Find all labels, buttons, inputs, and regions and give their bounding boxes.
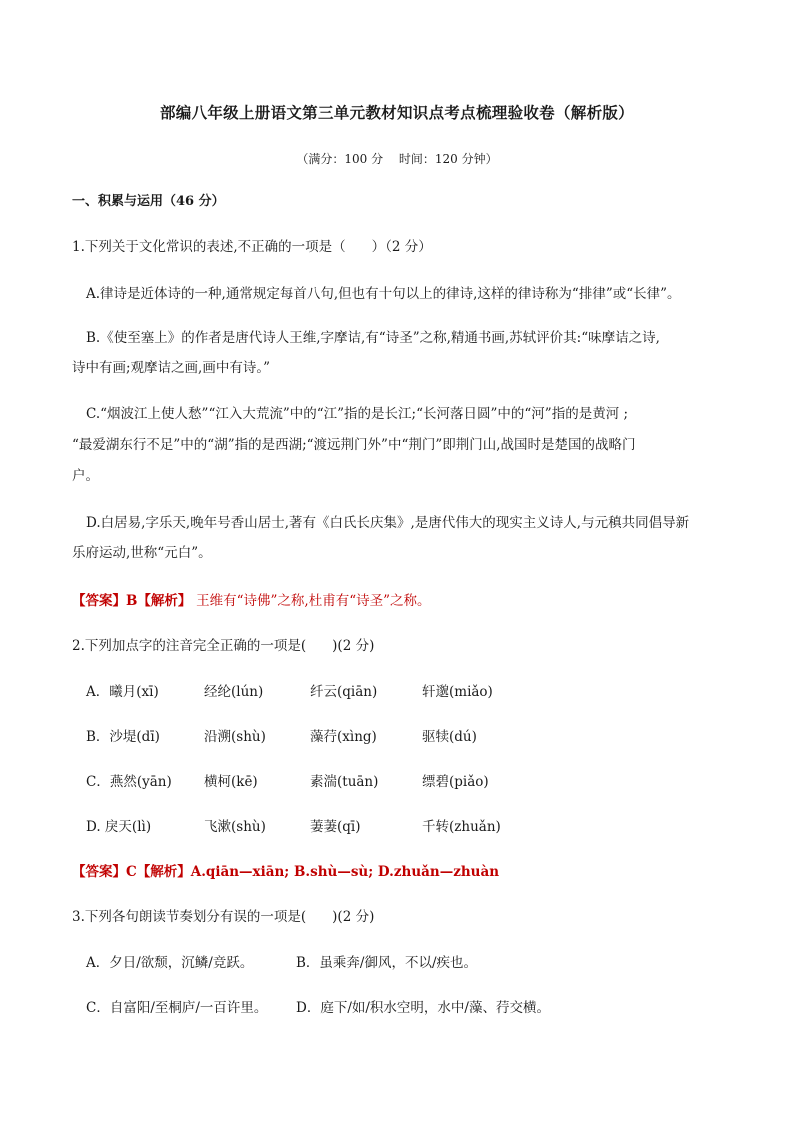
exam-meta — [0, 150, 794, 167]
answer-text: 王维有“诗佛”之称,杜甫有“诗圣”之称。 — [196, 593, 431, 609]
question-1-option-c-line2: “最爱湖东行不足”中的“湖”指的是西湖;“渡远荆门外”中“荆门”即荆门山,战国时是楚国的战略门 — [72, 437, 636, 453]
exam-time: 时间：120 分钟） — [398, 152, 498, 166]
question-1-option-c-line1: C.“烟波江上使人愁”“江入大荒流”中的“江”指的是长江;“长河落日圆”中的“河”指的是黄河 ; — [86, 406, 629, 422]
question-3-stem — [72, 907, 374, 927]
option-cell: 纤云(qiān) — [310, 684, 378, 700]
question-3-stem-b: )(2 分) — [332, 909, 375, 925]
option-cell: 轩邈(miǎo) — [422, 684, 493, 700]
question-2-stem-b: )(2 分) — [332, 638, 375, 654]
option-cell: C．燕然(yān) — [86, 774, 172, 790]
question-3-stem-a: 3.下列各句朗读节奏划分有误的一项是( — [72, 909, 307, 925]
question-1-option-b-line2: 诗中有画;观摩诘之画,画中有诗。” — [72, 360, 270, 376]
answer-text: A.qiān—xiān; B.shù—sù; D.zhuǎn—zhuàn — [190, 864, 500, 880]
question-1-option-d-line2: 乐府运动,世称“元白”。 — [72, 545, 212, 561]
question-2-answer — [72, 862, 499, 882]
option-cell: 经纶(lún) — [204, 684, 264, 700]
question-1-option-d-line1: D.白居易,字乐天,晚年号香山居士,著有《白氏长庆集》,是唐代伟大的现实主义诗人,与元稹共同倡导新 — [86, 515, 690, 531]
question-1-stem-b: ）（2 分） — [371, 239, 432, 255]
question-3-option-b: B．虽乘奔/御风，不以/疾也。 — [296, 955, 478, 971]
option-cell: 飞漱(shù) — [204, 819, 266, 835]
question-1-answer — [72, 591, 431, 611]
question-1-stem — [72, 237, 432, 257]
option-cell: 千转(zhuǎn) — [422, 819, 501, 835]
question-2-stem — [72, 636, 374, 656]
question-3-option-d: D．庭下/如/积水空明，水中/藻、荇交横。 — [296, 1000, 550, 1016]
answer-label: 【答案】C【解析】 — [72, 864, 191, 880]
option-cell: A．曦月(xī) — [86, 684, 159, 700]
answer-label: 【答案】B【解析】 — [72, 593, 192, 609]
option-cell: 藻荇(xìng) — [310, 729, 377, 745]
option-cell: 横柯(kē) — [204, 774, 258, 790]
question-2-stem-a: 2.下列加点字的注音完全正确的一项是( — [72, 638, 307, 654]
question-1-option-a: A.律诗是近体诗的一种,通常规定每首八句,但也有十句以上的律诗,这样的律诗称为“排律”或“长律”。 — [86, 286, 681, 302]
full-score: （满分：100 分 — [296, 152, 384, 166]
option-cell: 驱犊(dú) — [422, 729, 477, 745]
section-heading: 一、积累与运用（46 分） — [72, 194, 225, 209]
option-cell: D. 戾天(lì) — [86, 819, 152, 835]
option-cell: 萋萋(qī) — [310, 819, 361, 835]
question-1-option-c-line3: 户。 — [72, 468, 99, 484]
option-cell: 缥碧(piǎo) — [422, 774, 489, 790]
option-cell: 素湍(tuān) — [310, 774, 379, 790]
page-title: 部编八年级上册语文第三单元教材知识点考点梳理验收卷（解析版） — [159, 103, 634, 122]
question-3-option-c: C．自富阳/至桐庐/一百许里。 — [86, 1000, 268, 1016]
question-3-option-a: A．夕日/欲颓，沉鳞/竞跃。 — [86, 955, 254, 971]
option-cell: 沿溯(shù) — [204, 729, 266, 745]
option-cell: B．沙堤(dī) — [86, 729, 160, 745]
question-1-option-b-line1: B.《使至塞上》的作者是唐代诗人王维,字摩诘,有“诗圣”之称,精通书画,苏轼评价其:“味摩诘之诗, — [86, 330, 660, 346]
question-1-stem-a: 1.下列关于文化常识的表述,不正确的一项是（ — [72, 239, 346, 255]
